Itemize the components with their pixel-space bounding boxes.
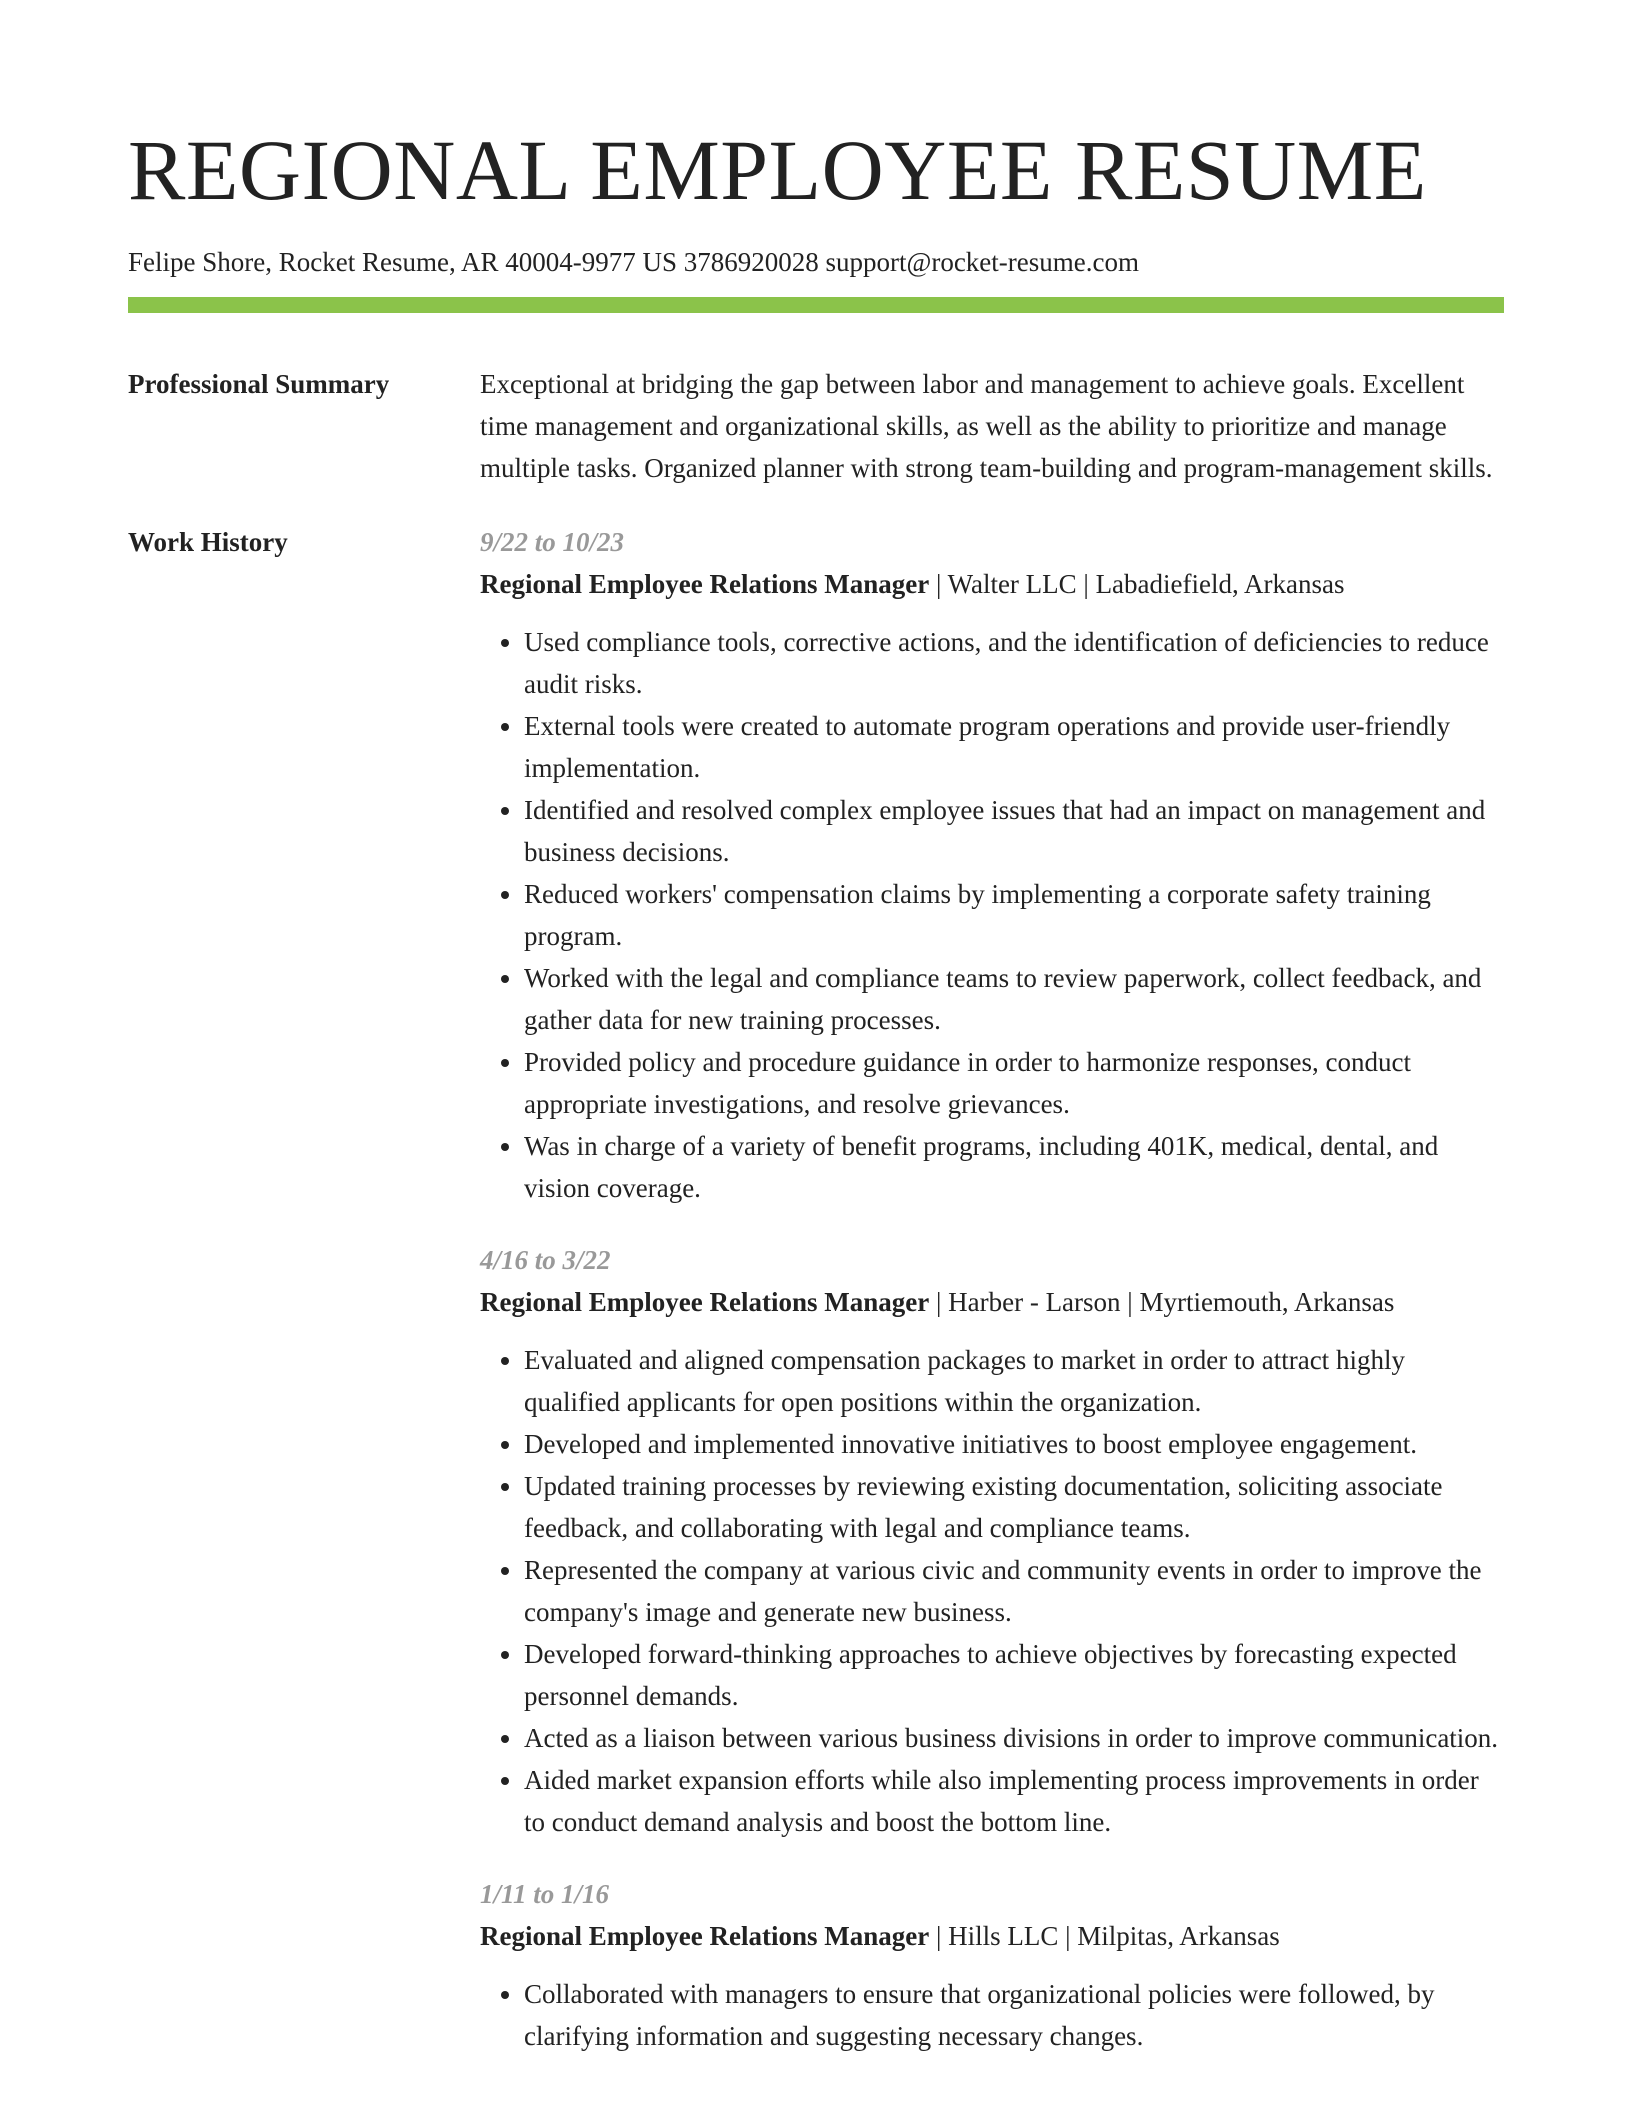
contact-line: Felipe Shore, Rocket Resume, AR 40004-9977 US 3786920028 support@rocket-resume.com [128, 247, 1139, 277]
job-bullet: • Developed forward-thinking approaches to achieve objectives by forecasting expected personnel demands. [524, 1633, 1504, 1717]
job-entry [480, 1873, 1504, 2057]
section-label-summary: Professional Summary [128, 369, 390, 399]
job-bullet: • Acted as a liaison between various business divisions in order to improve communication. [524, 1717, 1504, 1759]
job-bullet: • Identified and resolved complex employee issues that had an impact on management and business decisions. [524, 789, 1504, 873]
resume-title: REGIONAL EMPLOYEE RESUME [128, 122, 1427, 218]
job-company-location: | Hills LLC | Milpitas, Arkansas [929, 1921, 1280, 1951]
job-entry [480, 521, 1504, 1209]
job-bullet-list [480, 1973, 1504, 2057]
professional-summary-section [128, 363, 1504, 489]
job-bullet: • Was in charge of a variety of benefit programs, including 401K, medical, dental, and vision coverage. [524, 1125, 1504, 1209]
summary-body [480, 363, 1504, 489]
job-company-location: | Walter LLC | Labadiefield, Arkansas [929, 569, 1345, 599]
job-bullet: • Used compliance tools, corrective actions, and the identification of deficiencies to reduce audit risks. [524, 621, 1504, 705]
job-heading [480, 1281, 1504, 1323]
job-dates: 9/22 to 10/23 [480, 527, 625, 557]
job-bullet: • Worked with the legal and compliance teams to review paperwork, collect feedback, and gather data for new training processes. [524, 957, 1504, 1041]
job-bullet-list [480, 621, 1504, 1209]
work-history-body [480, 521, 1504, 2087]
job-company-location: | Harber - Larson | Myrtiemouth, Arkansas [929, 1287, 1395, 1317]
job-bullet: • Collaborated with managers to ensure that organizational policies were followed, by clarifying information and suggesting necessary changes. [524, 1973, 1504, 2057]
job-dates: 1/11 to 1/16 [480, 1879, 610, 1909]
summary-text: Exceptional at bridging the gap between labor and management to achieve goals. Excellent time management and organizational skills, as well as the ability to prioritize and manage multiple tasks. Organized planner with strong team-building and program-management skills. [480, 369, 1493, 483]
job-bullet: • Updated training processes by reviewing existing documentation, soliciting associate feedback, and collaborating with legal and compliance teams. [524, 1465, 1504, 1549]
job-title: Regional Employee Relations Manager [480, 1287, 930, 1317]
job-heading [480, 1915, 1504, 1957]
section-label-work-history: Work History [128, 527, 288, 557]
accent-divider [128, 297, 1504, 313]
job-dates: 4/16 to 3/22 [480, 1245, 611, 1275]
job-bullet: • External tools were created to automate program operations and provide user-friendly implementation. [524, 705, 1504, 789]
job-title: Regional Employee Relations Manager [480, 569, 930, 599]
job-title: Regional Employee Relations Manager [480, 1921, 930, 1951]
work-history-section [128, 521, 1504, 2087]
job-bullet: • Reduced workers' compensation claims by implementing a corporate safety training program. [524, 873, 1504, 957]
job-bullet: • Provided policy and procedure guidance in order to harmonize responses, conduct appropriate investigations, and resolve grievances. [524, 1041, 1504, 1125]
job-bullet: • Evaluated and aligned compensation packages to market in order to attract highly qualified applicants for open positions within the organization. [524, 1339, 1504, 1423]
job-heading [480, 563, 1504, 605]
job-bullet: • Developed and implemented innovative initiatives to boost employee engagement. [524, 1423, 1504, 1465]
job-bullet-list [480, 1339, 1504, 1843]
job-bullet: • Aided market expansion efforts while also implementing process improvements in order to conduct demand analysis and boost the bottom line. [524, 1759, 1504, 1843]
resume-page [128, 0, 1504, 2087]
job-bullet: • Represented the company at various civic and community events in order to improve the company's image and generate new business. [524, 1549, 1504, 1633]
job-entry [480, 1239, 1504, 1843]
